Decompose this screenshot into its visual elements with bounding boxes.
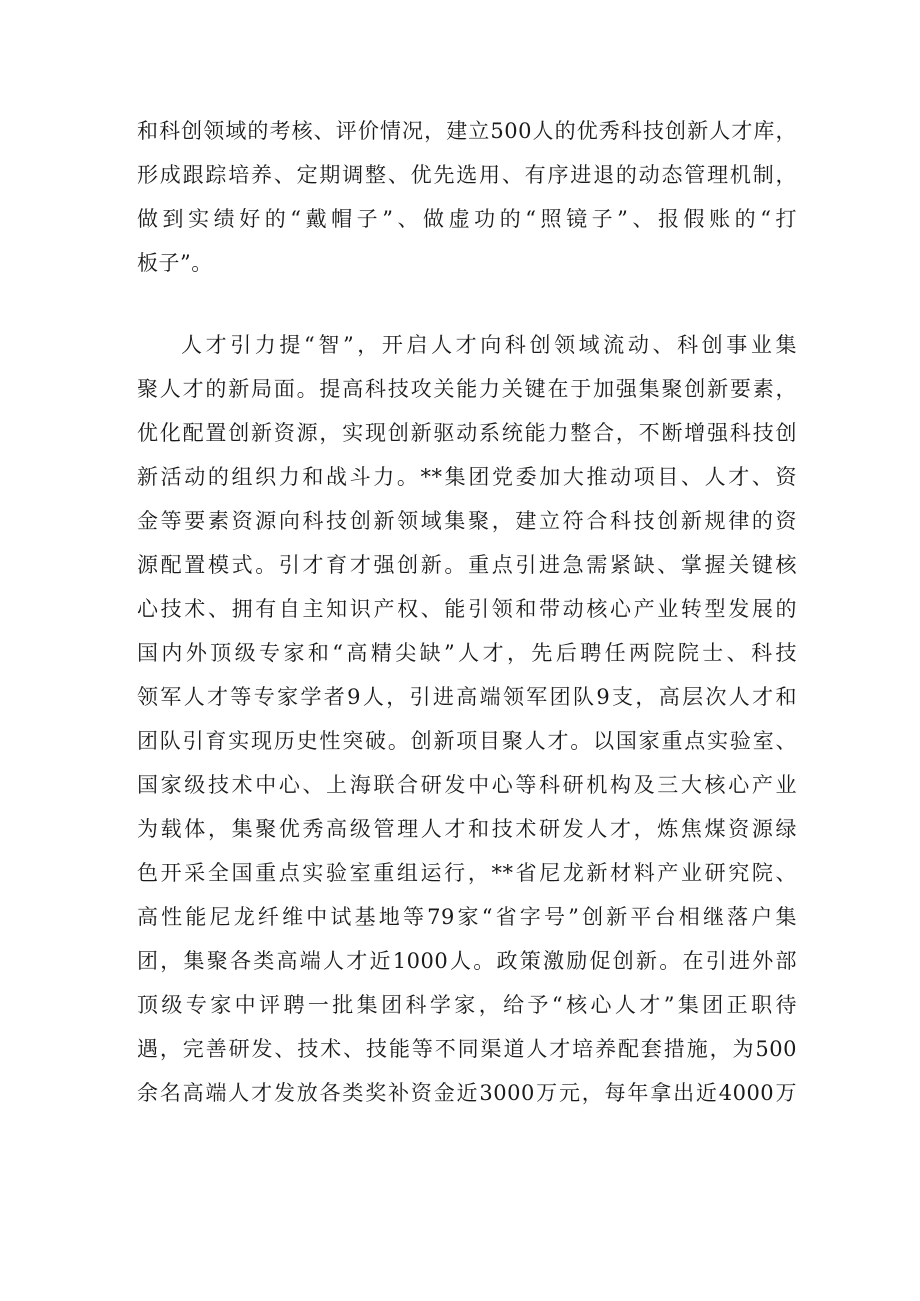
paragraph-line: 金等要素资源向科技创新领域集聚，建立符合科技创新规律的资 [137, 509, 797, 533]
paragraph-line: 余名高端人才发放各类奖补资金近3000万元，每年拿出近4000万 [137, 1081, 797, 1105]
paragraph-1 [137, 109, 797, 285]
paragraph-line: 国内外顶级专家和“高精尖缺”人才，先后聘任两院院士、科技 [137, 641, 797, 665]
paragraph-line: 为载体，集聚优秀高级管理人才和技术研发人才，炼焦煤资源绿 [137, 817, 797, 841]
paragraph-line: 团，集聚各类高端人才近1000人。政策激励促创新。在引进外部 [137, 949, 797, 973]
paragraph-line: 新活动的组织力和战斗力。**集团党委加大推动项目、人才、资 [137, 465, 797, 489]
paragraph-line: 国家级技术中心、上海联合研发中心等科研机构及三大核心产业 [137, 773, 797, 797]
paragraph-line: 高性能尼龙纤维中试基地等79家“省字号”创新平台相继落户集 [137, 905, 797, 929]
paragraph-line: 做到实绩好的“戴帽子”、做虚功的“照镜子”、报假账的“打 [137, 207, 797, 231]
paragraph-2 [137, 323, 797, 1115]
paragraph-line: 聚人才的新局面。提高科技攻关能力关键在于加强集聚创新要素， [137, 377, 797, 401]
paragraph-line: 形成跟踪培养、定期调整、优先选用、有序进退的动态管理机制， [137, 163, 797, 187]
paragraph-line: 人才引力提“智”，开启人才向科创领域流动、科创事业集 [181, 333, 797, 357]
paragraph-line: 顶级专家中评聘一批集团科学家，给予“核心人才”集团正职待 [137, 993, 797, 1017]
paragraph-line: 心技术、拥有自主知识产权、能引领和带动核心产业转型发展的 [137, 597, 797, 621]
paragraph-line: 团队引育实现历史性突破。创新项目聚人才。以国家重点实验室、 [137, 729, 797, 753]
paragraph-line: 色开采全国重点实验室重组运行，**省尼龙新材料产业研究院、 [137, 861, 797, 885]
paragraph-line: 源配置模式。引才育才强创新。重点引进急需紧缺、掌握关键核 [137, 553, 797, 577]
paragraph-line: 遇，完善研发、技术、技能等不同渠道人才培养配套措施，为500 [137, 1037, 797, 1061]
paragraph-line: 优化配置创新资源，实现创新驱动系统能力整合，不断增强科技创 [137, 421, 797, 445]
paragraph-line: 领军人才等专家学者9人，引进高端领军团队9支，高层次人才和 [137, 685, 797, 709]
paragraph-line: 板子”。 [137, 251, 213, 275]
paragraph-line: 和科创领域的考核、评价情况，建立500人的优秀科技创新人才库， [137, 119, 797, 143]
